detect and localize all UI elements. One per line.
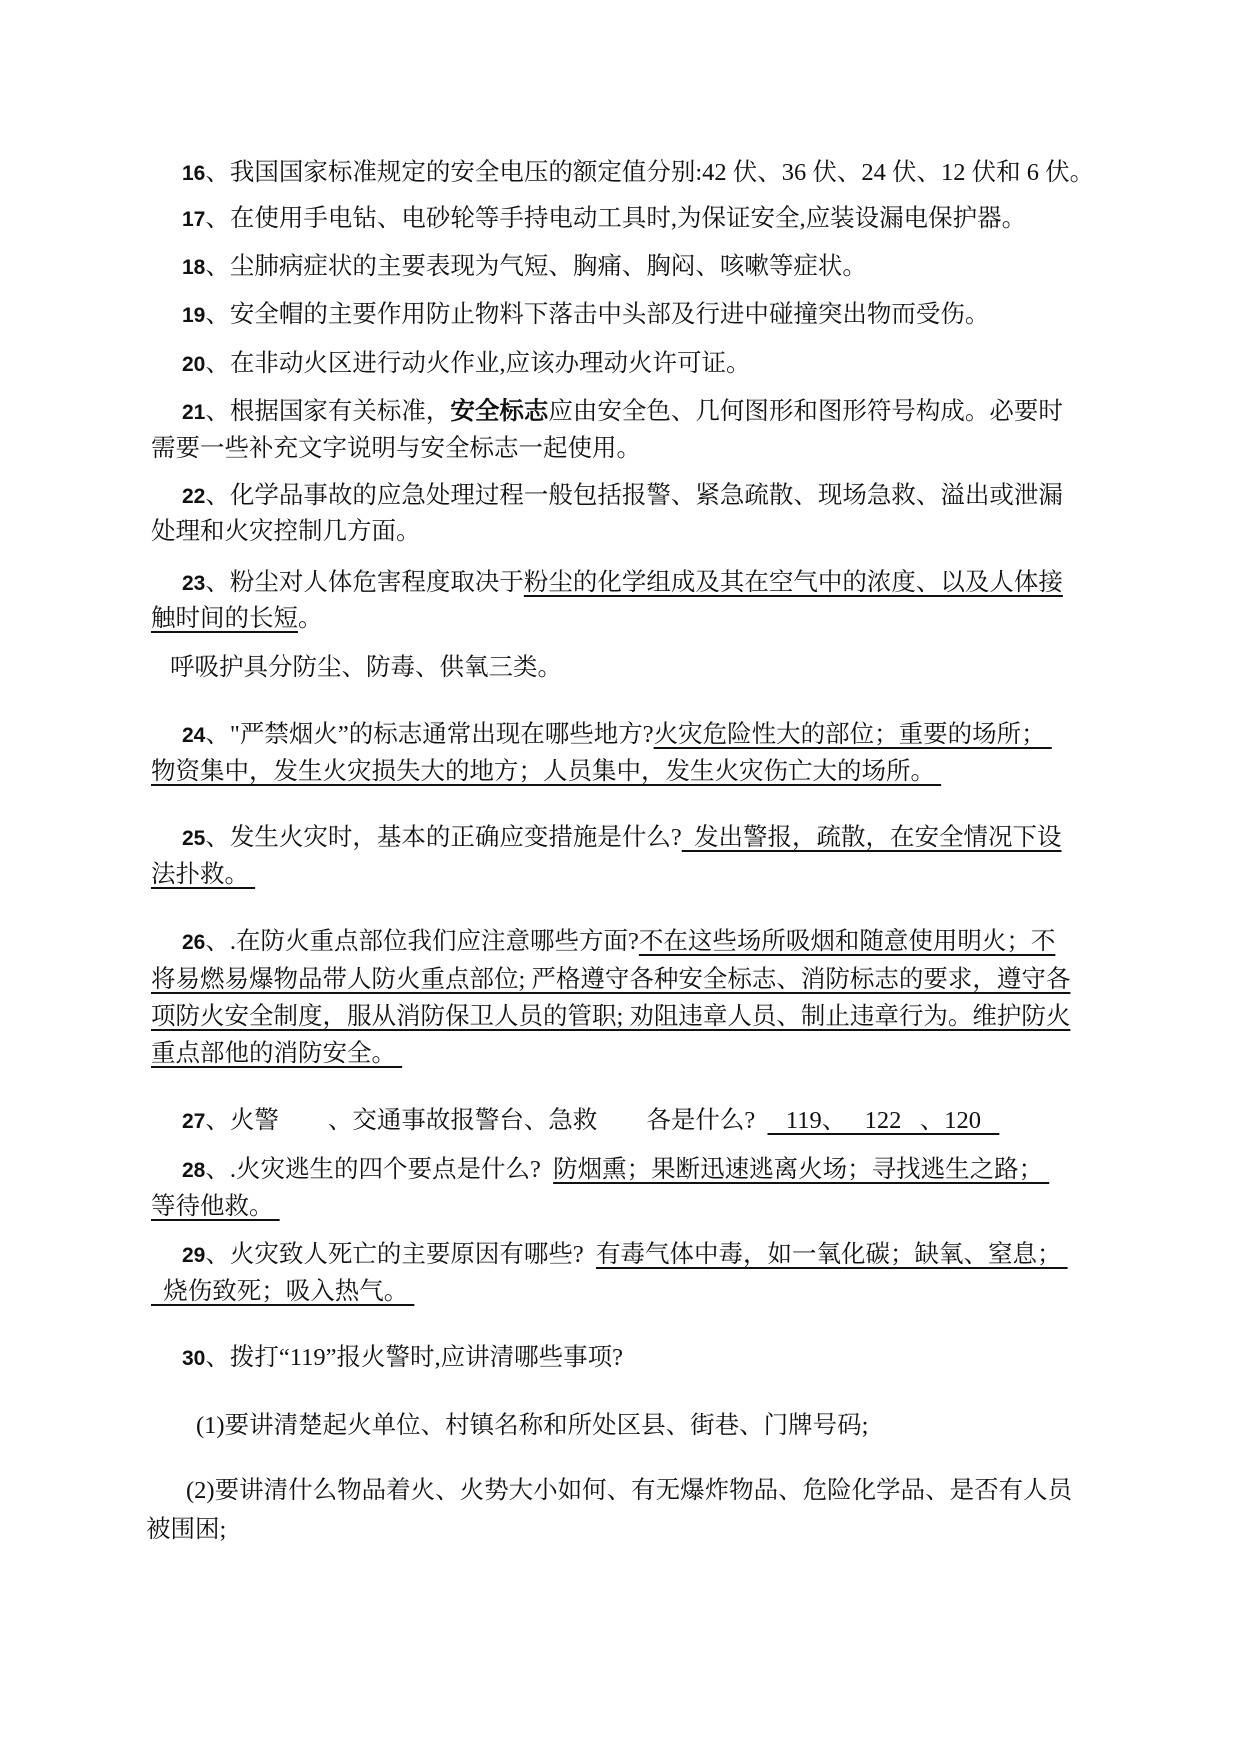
underlined-answer: 119、 122 、120 (767, 1107, 1000, 1134)
line-text: 被围困; (146, 1516, 227, 1543)
line-text: 、尘肺病症状的主要表现为气短、胸痛、胸闷、咳嗽等症状。 (205, 253, 867, 280)
text-line (151, 604, 323, 634)
question-number: 24 (182, 724, 206, 747)
text-line (170, 653, 562, 683)
line-text: 、火警 、交通事故报警台、急救 各是什么? (205, 1107, 768, 1134)
line-text: 、拨打“119”报火警时,应讲清哪些事项? (205, 1344, 623, 1371)
text-line (146, 1515, 226, 1545)
question-number: 21 (182, 401, 206, 424)
text-line (151, 434, 641, 464)
question-number: 19 (182, 304, 206, 327)
question-number: 27 (182, 1110, 206, 1133)
question-number: 30 (182, 1347, 206, 1370)
question-number: 17 (182, 208, 206, 231)
question-number: 22 (182, 485, 206, 508)
question-24 (182, 720, 1052, 751)
question-number: 18 (182, 256, 206, 279)
question-23 (182, 568, 1063, 599)
question-18 (182, 252, 867, 283)
underlined-answer: 发出警报，疏散，在安全情况下设 (681, 824, 1062, 851)
line-text: 、火灾致人死亡的主要原因有哪些? (205, 1241, 596, 1268)
underlined-answer: 重点部他的消防安全。 (151, 1040, 403, 1067)
question-number: 28 (182, 1159, 206, 1182)
line-text: 、化学品事故的应急处理过程一般包括报警、紧急疏散、现场急救、溢出或泄漏 (205, 482, 1063, 509)
question-16 (182, 158, 1094, 189)
text-line (151, 517, 421, 547)
question-number: 29 (182, 1244, 206, 1267)
underlined-answer: 等待他救。 (151, 1193, 280, 1220)
line-text: 、安全帽的主要作用防止物料下落击中头部及行进中碰撞突出物而受伤。 (205, 301, 990, 328)
question-number: 26 (182, 931, 206, 954)
question-25 (182, 823, 1061, 854)
text-line (151, 860, 255, 890)
question-number: 23 (182, 572, 206, 595)
question-26 (182, 927, 1055, 958)
underlined-answer: 法扑救。 (151, 861, 256, 888)
underlined-answer: 不在这些场所吸烟和随意使用明火；不 (638, 928, 1056, 955)
line-text: 、发生火灾时，基本的正确应变措施是什么? (205, 824, 682, 851)
underlined-answer: 烧伤致死；吸入热气。 (151, 1278, 415, 1305)
line-text: (1)要讲清楚起火单位、村镇名称和所处区县、街巷、门牌号码; (196, 1412, 869, 1439)
text-line (196, 1411, 868, 1441)
line-text: 、.在防火重点部位我们应注意哪些方面? (205, 928, 639, 955)
text-line (151, 965, 1070, 995)
line-text: 、在非动火区进行动火作业,应该办理动火许可证。 (205, 350, 751, 377)
underlined-answer: 将易燃易爆物品带人防火重点部位; 严格遵守各种安全标志、消防标志的要求，遵守各 (151, 966, 1071, 993)
line-text: 、根据国家有关标准， (205, 398, 451, 425)
text-line (186, 1476, 1072, 1506)
underlined-answer: 项防火安全制度，服从消防保卫人员的管职; 劝阻违章人员、制止违章行为。维护防火 (151, 1003, 1071, 1030)
underlined-answer: 触时间的长短 (151, 605, 298, 632)
text-line (151, 1192, 280, 1222)
underlined-answer: 物资集中，发生火灾损失大的地方；人员集中，发生火灾伤亡大的场所。 (151, 758, 942, 785)
line-text: 呼吸护具分防尘、防毒、供氧三类。 (170, 654, 562, 681)
text-line (151, 1277, 414, 1307)
line-text: (2)要讲清什么物品着火、火势大小如何、有无爆炸物品、危险化学品、是否有人员 (186, 1477, 1073, 1504)
text-line (151, 757, 941, 787)
line-text: 、在使用手电钻、电砂轮等手持电动工具时,为保证安全,应装设漏电保护器。 (205, 205, 1027, 232)
text-line (151, 1039, 402, 1069)
question-19 (182, 300, 989, 331)
line-text: 、"严禁烟火”的标志通常出现在哪些地方? (205, 721, 654, 748)
question-27 (182, 1106, 999, 1137)
line-text: 、粉尘对人体危害程度取决于 (205, 569, 524, 596)
line-text: 处理和火灾控制几方面。 (151, 518, 421, 545)
question-number: 16 (182, 162, 206, 185)
question-28 (182, 1155, 1049, 1186)
text-line (151, 1002, 1070, 1032)
bold-term: 安全标志 (450, 398, 549, 425)
underlined-answer: 防烟熏；果断迅速逃离火场；寻找逃生之路； (553, 1156, 1050, 1183)
question-20 (182, 349, 750, 380)
line-text: 、我国国家标准规定的安全电压的额定值分别:42 伏、36 伏、24 伏、12 伏和 6 伏。 (205, 159, 1095, 186)
line-text: 需要一些补充文字说明与安全标志一起使用。 (151, 435, 641, 462)
underlined-answer: 粉尘的化学组成及其在空气中的浓度、以及人体接 (523, 569, 1063, 596)
underlined-answer: 火灾危险性大的部位；重要的场所； (653, 721, 1052, 748)
question-17 (182, 204, 1026, 235)
line-text: 、.火灾逃生的四个要点是什么? (205, 1156, 554, 1183)
line-text: 应由安全色、几何图形和图形符号构成。必要时 (548, 398, 1063, 425)
question-22 (182, 481, 1063, 512)
question-number: 25 (182, 827, 206, 850)
line-text: 。 (298, 605, 323, 632)
underlined-answer: 有毒气体中毒，如一氧化碳；缺氧、窒息； (595, 1241, 1068, 1268)
question-30 (182, 1343, 623, 1374)
question-number: 20 (182, 353, 206, 376)
question-21 (182, 397, 1063, 428)
question-29 (182, 1240, 1068, 1271)
